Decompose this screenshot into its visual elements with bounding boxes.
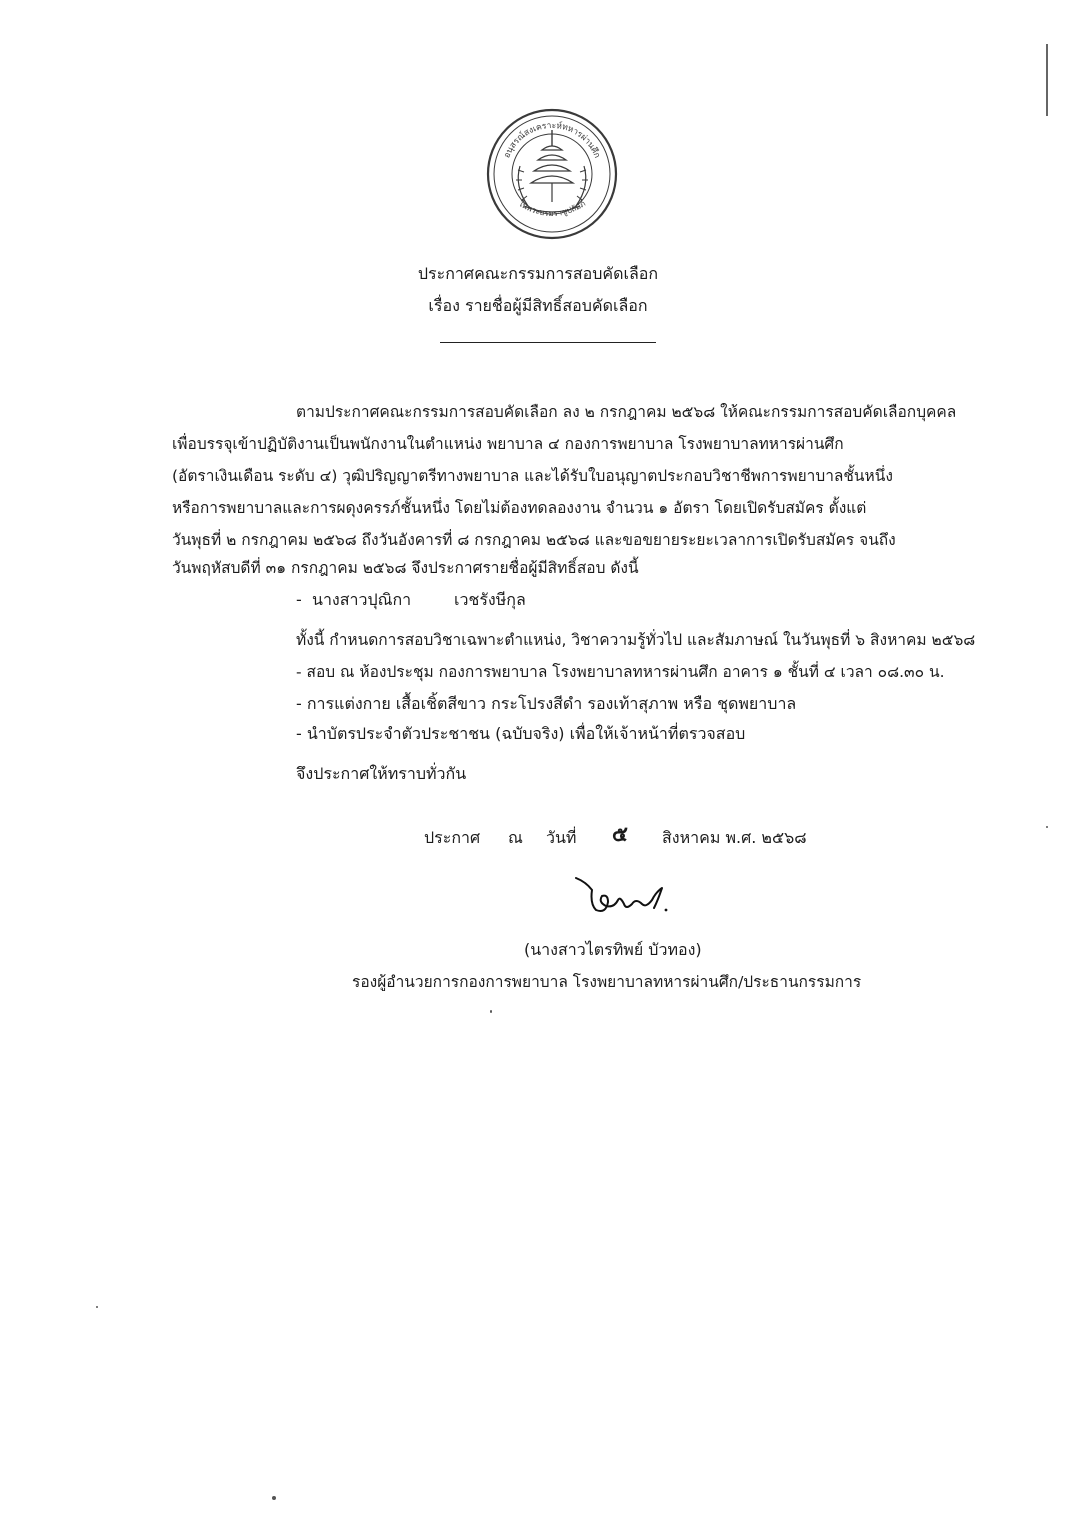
announcement-title: ประกาศคณะกรรมการสอบคัดเลือก bbox=[417, 264, 659, 283]
date-announce-label: ประกาศ bbox=[424, 828, 481, 847]
id-card-requirement: - นำบัตรประจำตัวประชาชน (ฉบับจริง) เพื่อให้เจ้าหน้าที่ตรวจสอบ bbox=[296, 724, 746, 743]
scan-speck bbox=[96, 1306, 98, 1308]
candidate-last-name: เวชรังษีกุล bbox=[454, 590, 526, 609]
exam-location: - สอบ ณ ห้องประชุม กองการพยาบาล โรงพยาบาลทหารผ่านศึก อาคาร ๑ ชั้นที่ ๔ เวลา ๐๘.๓๐ น. bbox=[296, 663, 945, 681]
paragraph-line: วันพุธที่ ๒ กรกฎาคม ๒๕๖๘ ถึงวันอังคารที่ ๘ กรกฎาคม ๒๕๖๘ และขอขยายระยะเวลาการเปิดรับสมัคร จนถึง bbox=[172, 531, 896, 549]
seal-text-top: อนุสรณ์สงเคราะห์ทหารผ่านศึก bbox=[502, 120, 602, 160]
paragraph-line: (อัตราเงินเดือน ระดับ ๔) วุฒิปริญญาตรีทางพยาบาล และได้รับใบอนุญาตประกอบวิชาชีพการพยาบาลชั้นหนึ่ง bbox=[172, 467, 893, 485]
signatory-position: รองผู้อำนวยการกองการพยาบาล โรงพยาบาลทหารผ่านศึก/ประธานกรรมการ bbox=[352, 973, 862, 991]
scan-edge-mark bbox=[1046, 44, 1048, 116]
candidate-first-name: นางสาวปุณิกา bbox=[312, 590, 412, 609]
paragraph-line: หรือการพยาบาลและการผดุงครรภ์ชั้นหนึ่ง โดยไม่ต้องทดลองงาน จำนวน ๑ อัตรา โดยเปิดรับสมัคร ตั้งแต่ bbox=[172, 499, 867, 517]
dress-code: - การแต่งกาย เสื้อเชิ้ตสีขาว กระโปรงสีดำ รองเท้าสุภาพ หรือ ชุดพยาบาล bbox=[296, 694, 797, 713]
organization-seal bbox=[484, 106, 620, 242]
handwritten-signature bbox=[572, 870, 676, 920]
date-month-year: สิงหาคม พ.ศ. ๒๕๖๘ bbox=[662, 828, 807, 847]
paragraph-line: วันพฤหัสบดีที่ ๓๑ กรกฎาคม ๒๕๖๘ จึงประกาศรายชื่อผู้มีสิทธิ์สอบ ดังนี้ bbox=[172, 559, 639, 577]
paragraph-line: เพื่อบรรจุเข้าปฏิบัติงานเป็นพนักงานในตำแหน่ง พยาบาล ๔ กองการพยาบาล โรงพยาบาลทหารผ่านศึก bbox=[172, 435, 844, 453]
exam-schedule: ทั้งนี้ กำหนดการสอบวิชาเฉพาะตำแหน่ง, วิชาความรู้ทั่วไป และสัมภาษณ์ ในวันพุธที่ ๖ สิงหาคม ๒๕๖๘ bbox=[296, 631, 976, 649]
seal-text-bottom: ในพระบรมราชูปถัมภ์ bbox=[516, 198, 588, 219]
paragraph-line: ตามประกาศคณะกรรมการสอบคัดเลือก ลง ๒ กรกฎาคม ๒๕๖๘ ให้คณะกรรมการสอบคัดเลือกบุคคล bbox=[296, 403, 957, 421]
title-underline bbox=[440, 342, 656, 343]
candidate-bullet: - bbox=[296, 590, 302, 609]
date-at-label: ณ bbox=[508, 828, 523, 847]
date-day-label: วันที่ bbox=[546, 828, 577, 847]
closing-statement: จึงประกาศให้ทราบทั่วกัน bbox=[296, 764, 467, 783]
scan-speck bbox=[490, 1010, 492, 1013]
signatory-name: (นางสาวไตรทิพย์ บัวทอง) bbox=[524, 940, 702, 959]
scan-speck bbox=[272, 1496, 276, 1500]
date-day-handwritten: ๕ bbox=[612, 822, 628, 846]
scan-speck bbox=[1046, 826, 1048, 828]
announcement-subject: เรื่อง รายชื่อผู้มีสิทธิ์สอบคัดเลือก bbox=[428, 296, 648, 315]
